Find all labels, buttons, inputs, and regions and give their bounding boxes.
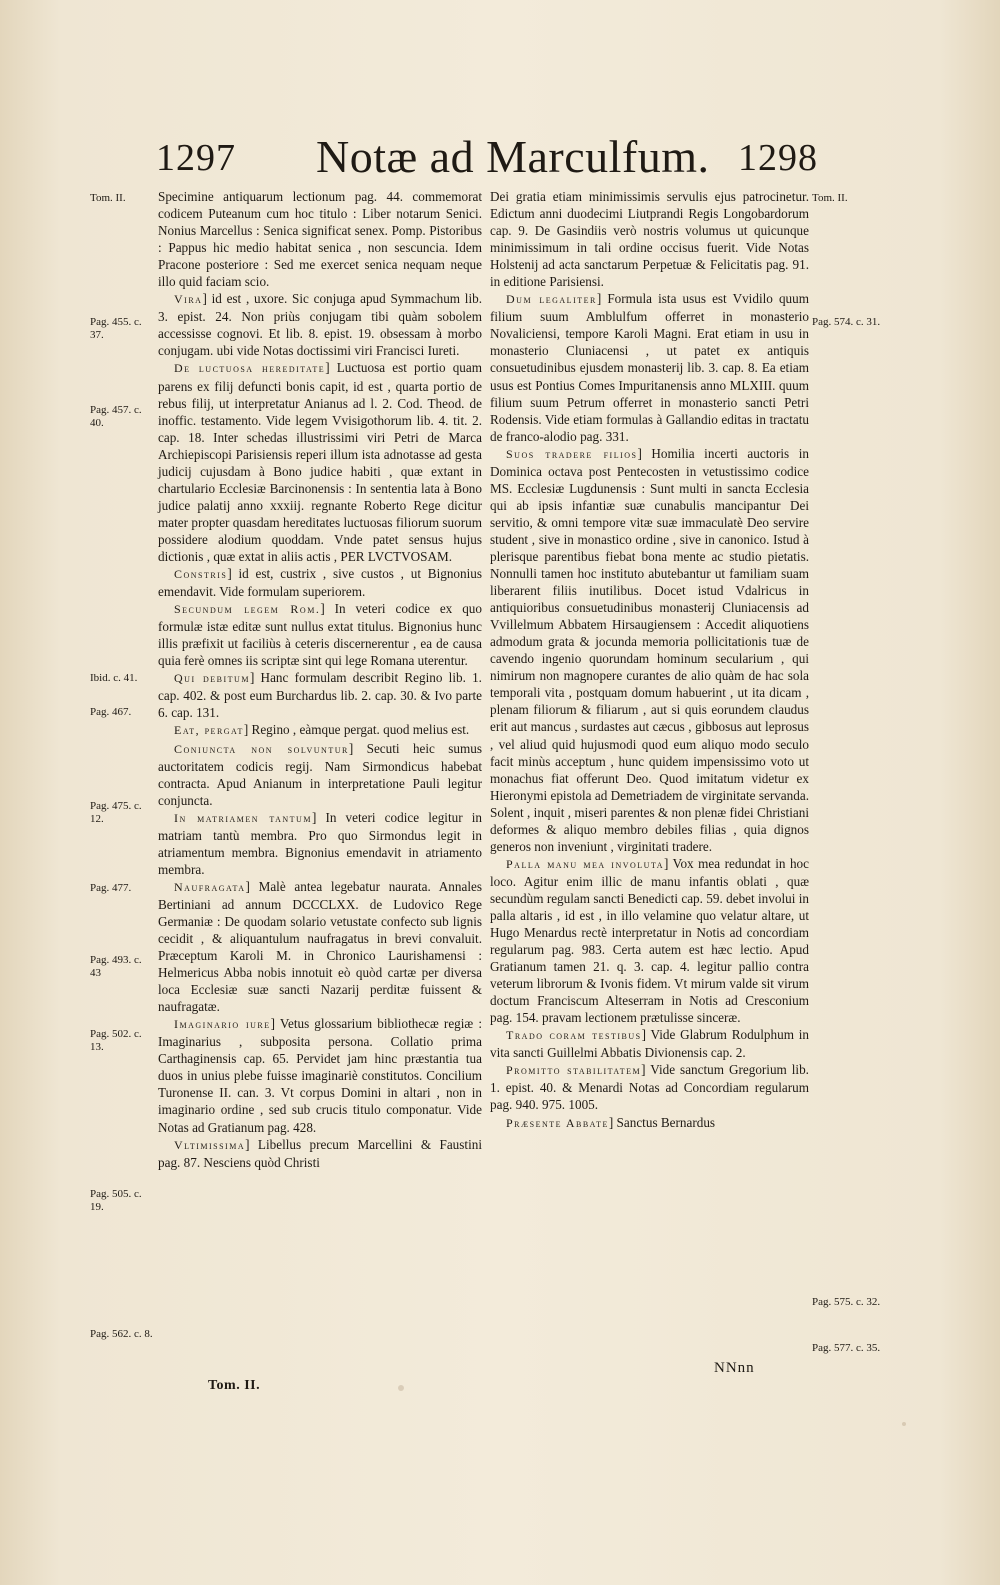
note-text: ] Libellus precum Marcellini & Faustini pag. 87. Nesciens quòd Christi <box>158 1136 482 1170</box>
note-paragraph <box>158 1015 482 1135</box>
note-text: Dei gratia etiam minimissimis servulis ejus patrocinetur. Edictum anni duodecimi Liutprandi Regis Longobardorum cap. 9. De Gasindiis verò nostris volumus ut quicunque minimissimum in tali ordine occisus fuerit. Vide Notas Holstenij ad acta sanctarum Perpetuæ & Felicitatis pag. 91. in editione Parisiensi. <box>490 189 809 290</box>
note-paragraph <box>158 809 482 878</box>
note-paragraph <box>490 188 809 290</box>
note-paragraph <box>158 740 482 809</box>
margin-note: Tom. II. <box>812 192 848 204</box>
margin-note: Pag. 457. c. 40. <box>90 404 142 429</box>
left-page-number: 1297 <box>156 137 236 179</box>
margin-note: Pag. 505. c. 19. <box>90 1188 142 1213</box>
note-text: ] Hanc formulam describit Regino lib. 1. cap. 402. & post eum Burchardus lib. 2. cap. 30. & Ivo parte 6. cap. 131. <box>158 670 482 721</box>
note-text: ] In veteri codice legitur in matriam tantù membra. Pro quo Sirmondus legit in atriamentum membra. Bignonius emendavit in atriamento membra. <box>158 809 482 877</box>
margin-note: Pag. 455. c. 37. <box>90 316 142 341</box>
note-lemma: Palla manu mea involuta <box>506 856 664 871</box>
footer-volume: Tom. II. <box>208 1378 261 1393</box>
note-text: ] Secuti heic sumus auctoritatem codicis regij. Nam Sirmondicus habebat contracta. Apud Anianum in interpretatione Pauli legitur conjuncta. <box>158 740 482 808</box>
note-paragraph <box>158 290 482 359</box>
margin-note: Pag. 574. c. 31. <box>812 316 881 328</box>
note-lemma: Coniuncta non solvuntur <box>174 741 349 756</box>
margin-note: Ibid. c. 41. <box>90 672 138 684</box>
note-lemma: De luctuosa hereditate <box>174 361 326 376</box>
page-title: Notæ ad Marculfum. <box>316 131 710 182</box>
ink-spot <box>902 1422 906 1426</box>
note-lemma: Secundum legem Rom. <box>174 602 321 617</box>
note-lemma: Vltimissima <box>174 1137 246 1152</box>
note-text: ] Luctuosa est portio quam parens ex filij defuncti bonis capit, id est , quarta portio de rebus filij, ut interpretatur Anianus ad l. 2. Cod. Theod. de inoffic. testamento. Vide legem Vvisigothorum lib. 4. tit. 2. cap. 18. Inter schedas illustrissimi viri Petri de Marca Archiepiscopi Parisiensis reperi illum ista adnotasse ad gesta judicij cujusdam à Bono judice habiti , quæ extant in chartulario Ecclesiæ Barcinonensis : In sententia lata à Bono judice palatij anno xxxiij. regnante Roberto Rege dicitur mater propter quasdam hereditates luctuosas filiorum suorum possidere alodium quoddam. Vnde patet sensus hujus dictionis , quæ extat in aliis actis , PER LVCTVOSAM. <box>158 360 482 564</box>
note-text: ] Vide Glabrum Rodulphum in vita sancti Guillelmi Abbatis Divionensis cap. 2. <box>490 1027 809 1061</box>
note-paragraph <box>158 600 482 669</box>
left-column <box>158 188 482 1171</box>
note-lemma: Naufragata <box>174 879 246 894</box>
note-paragraph <box>158 359 482 565</box>
note-text: ] id est, custrix , sive custos , ut Bignonius emendavit. Vide formulam superiorem. <box>158 566 482 600</box>
note-text: ] id est , uxore. Sic conjuga apud Symmachum lib. 3. epist. 24. Non priùs conjugam tibi quàm sobolem accessisse cognovi. Et lib. 8. epist. 19. obsessam à morbo conjugam. ubi vide Notas doctissimi viri Francisci Iureti. <box>158 291 482 359</box>
note-paragraph <box>158 669 482 721</box>
note-lemma: Promitto stabilitatem <box>506 1063 642 1078</box>
note-text: ] Homilia incerti auctoris in Dominica octava post Pentecosten in vetustissimo codice MS. Ecclesiæ Lugdunensis : Sunt multi in sancta Ecclesia qui ab ipsis infantiæ suæ cunabulis mancipantur Dei servitio, & omni tempore vitæ suæ immaculatè Deo servire student , sive in monastico ordine , sive in canonico. Istud à plerisque parentibus fiebat bona mente ac studio pietatis. Nonnulli tamen hoc instituto abutebantur ut familiam suam liberarent filiis inutilibus. Docet istud Vdalricus in antiquioribus consuetudinibus monasterij Cluniacensis ad Vvillelmum Abbatem Hirsaugiensem : Accedit aliquotiens admodum grata & jocunda memoria pollicitationis tuæ de cavendo ingenio quorundam hominum secularium , qui nimirum non magnopere curantes de alio quàm de hac sola temporali vita , postquam domum habuerint , ut ita dicam , plenam filiorum & filiarum , aut si quis eorundem claudus erit aut mancus , surdastes aut cæcus , gibbosus aut leprosus , vel aliud quid hujusmodi quod eum aliquo modo seculo facit minùs acceptum , hunc quidem impensissimo voto ut monachus fiat offerunt Deo. Quod imitatum videtur ex Hieronymi epistola ad Demetriadem de virginitate servanda. Solent , inquit , miseri parentes & non plenæ fidei Christiani deformes & aliquo membro debiles filias , quia dignos generos non inveniunt , virginitati tradere. <box>490 445 809 854</box>
note-paragraph <box>490 445 809 855</box>
note-paragraph <box>490 855 809 1026</box>
note-text: ] In veteri codice ex quo formulæ istæ editæ sunt nullus extat titulus. Bignonius hunc illis præfixit ut faciliùs à ceteris discernerentur , ea de causa quia ferè omnes iis scriptæ sint qui lege Romana uterentur. <box>158 601 482 669</box>
note-lemma: Imaginario iure <box>174 1017 271 1032</box>
note-paragraph <box>490 1061 809 1113</box>
note-lemma: Eat, pergat <box>174 723 244 738</box>
note-text: ] Regino , eàmque pergat. quod melius est. <box>243 722 470 738</box>
note-lemma: Trado coram testibus <box>506 1028 642 1043</box>
margin-note: Pag. 477. <box>90 882 132 894</box>
note-text: ] Sanctus Bernardus <box>608 1114 716 1130</box>
footer-signature: NNnn <box>714 1360 755 1376</box>
note-paragraph <box>158 878 482 1015</box>
page-header <box>0 130 1000 190</box>
right-column <box>490 188 809 1132</box>
note-paragraph <box>490 1026 809 1061</box>
margin-note: Pag. 502. c. 13. <box>90 1028 142 1053</box>
note-lemma: Constris <box>174 567 228 582</box>
margin-note: Pag. 577. c. 35. <box>812 1342 881 1354</box>
note-text: ] Vox mea redundat in hoc loco. Agitur enim illic de manu infantis oblati , quæ secundùm regulam sancti Benedicti cap. 59. debet involui in palla altaris , id est , in illo velamine quo velatur altare, ut Hugo Menardus rectè interpretatur in Notis ad concordiam regularum pag. 983. Certa autem est hæc lectio. Apud Gratianum tamen 21. q. 3. cap. 4. legitur pallio contra veterum librorum & Ivonis fidem. Vt mirum valde sit virum doctum Franciscum Alteserram in Notis ad Cresconium pag. 154. pravam lectionem prætulisse sinceræ. <box>490 855 809 1026</box>
note-paragraph <box>158 565 482 600</box>
note-paragraph <box>158 1136 482 1171</box>
margin-note: Tom. II. <box>90 192 126 204</box>
note-text: ] Vide sanctum Gregorium lib. 1. epist. 40. & Menardi Notas ad Concordiam regularum pag. 940. 975. 1005. <box>490 1062 809 1113</box>
note-lemma: Præsente Abbate <box>506 1115 609 1130</box>
margin-note: Pag. 575. c. 32. <box>812 1296 881 1308</box>
note-lemma: Vira <box>174 292 203 307</box>
note-text: Specimine antiquarum lectionum pag. 44. commemorat codicem Puteanum cum hoc titulo : Liber notarum Senici. Nonius Marcellus : Senica significat senex. Pomp. Pistoribus : Pappus hic medio habitat senica , non sescuncia. Idem Pracone posteriore : Sed me exercet senica nequam neque illo quid faciam scio. <box>158 189 482 290</box>
note-text: ] Vetus glossarium bibliothecæ regiæ : Imaginarius , subposita persona. Collatio prima Carthaginensis cap. 65. Pervidet jam hinc præstantia tua duos in unius plebe fuisse imaginariè constitutos. Concilium Turonense II. can. 3. Vt corpus Domini in altari , non in imaginario ordine , sed sub crucis titulo componatur. Vide Notas ad Gratianum pag. 428. <box>158 1016 483 1135</box>
note-text: ] Formula ista usus est Vvidilo quum filium suum Amblulfum offerret in monasterio Novaliciensi, tempore Karoli Magni. Erat etiam in usu in monasterio Cluniacensi , ut patet ex antiquis consuetudinibus ejusdem monasterij lib. 3. cap. 8. Ea etiam usus est Pontius Comes Impuritanensis anno MLXIII. quum filium suum Petrum offerret in monasterio sancti Petri Rodensis. Vide etiam formulas à Gallandio editas in tractatu de franco-alodio pag. 331. <box>490 291 809 444</box>
note-paragraph <box>158 188 482 290</box>
note-lemma: Qui debitum <box>174 671 250 686</box>
note-paragraph <box>490 290 809 444</box>
note-lemma: Dum legaliter <box>506 292 597 307</box>
margin-note: Pag. 493. c. 43 <box>90 954 142 979</box>
note-paragraph <box>490 1114 809 1132</box>
ink-spot <box>398 1385 404 1391</box>
margin-note: Pag. 475. c. 12. <box>90 800 142 825</box>
note-lemma: In matriamen tantum <box>174 810 312 825</box>
note-text: ] Malè antea legebatur naurata. Annales Bertiniani ad annum DCCCLXX. de Ludovico Rege Germaniæ : De quodam solario vetustate confecto sub lignis cecidit , & aliquantulum naufragatus in brevi convaluit. Præceptum Karoli M. in Chronico Laurishamensi : Helmericus Abba nobis innotuit eò quòd cartæ per diversa loca Ecclesiæ suæ sancti Nazarij perditæ fuissent & naufragatæ. <box>158 878 482 1015</box>
margin-note: Pag. 562. c. 8. <box>90 1328 153 1340</box>
note-lemma: Suos tradere filios <box>506 446 638 461</box>
margin-note: Pag. 467. <box>90 706 132 718</box>
note-paragraph <box>158 721 482 739</box>
right-page-number: 1298 <box>738 137 818 179</box>
